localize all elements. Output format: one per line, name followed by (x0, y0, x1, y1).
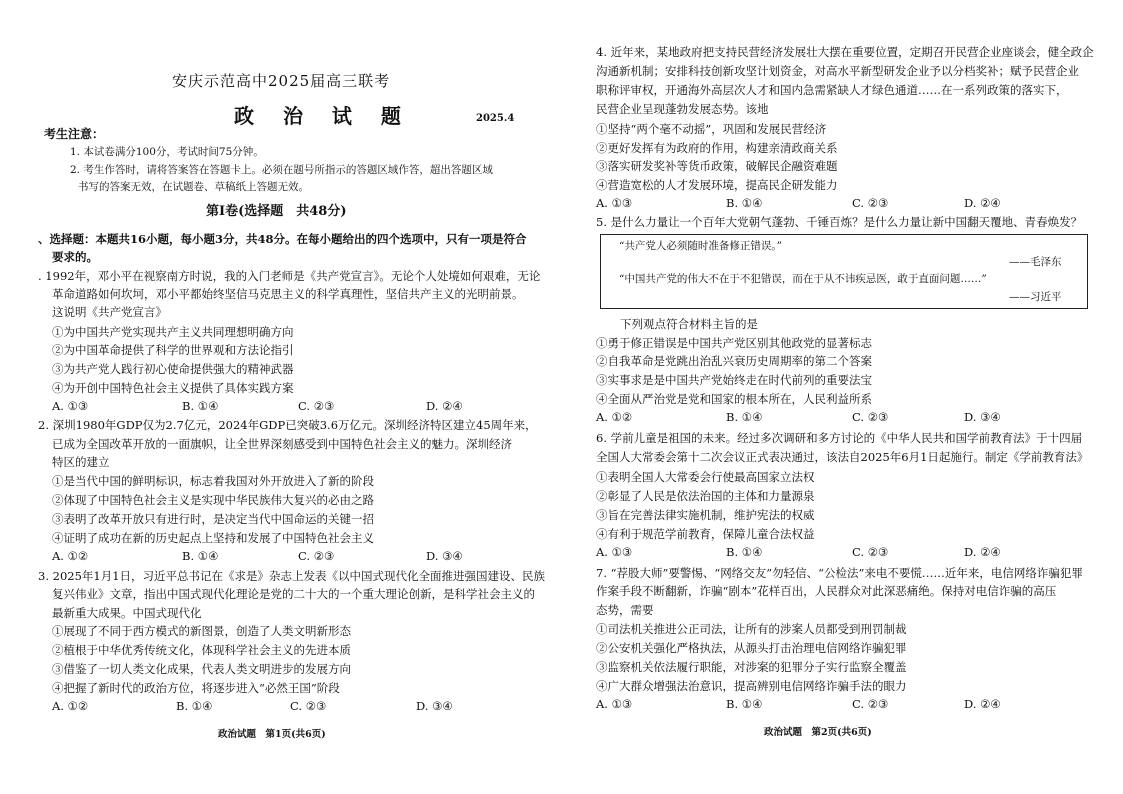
option-a[interactable]: A. ①③ (596, 545, 633, 559)
question-stem: 6. 学前儿童是祖国的未来。经过多次调研和多方讨论的《中华人民共和国学前教育法》于十四届 (596, 431, 1083, 445)
notice-line-1: 1. 本试卷满分100分，考试时间75分钟。 (70, 146, 264, 158)
statement-2: ②更好发挥有为政府的作用，构建亲清政商关系 (596, 141, 838, 155)
option-b[interactable]: B. ①④ (176, 699, 213, 713)
statement-3: ③为共产党人践行初心使命提供强大的精神武器 (52, 362, 294, 376)
statement-1: ①表明全国人大常委会行使最高国家立法权 (596, 470, 815, 484)
statement-3: ③实事求是是中国共产党始终走在时代前列的重要法宝 (596, 373, 872, 387)
option-b[interactable]: B. ①④ (726, 410, 763, 424)
question-stem: 2. 深圳1980年GDP仅为2.7亿元，2024年GDP已突破3.6万亿元。深圳经济特区建立45周年来， (38, 418, 537, 432)
option-d[interactable]: D. ②④ (426, 399, 463, 413)
question-stem: 复兴伟业》文章，指出中国式现代化理论是党的二十大的一个重大理论创新，是科学社会主义的 (52, 587, 535, 601)
option-d[interactable]: D. ③④ (426, 549, 463, 563)
option-d[interactable]: D. ②④ (964, 196, 1001, 210)
page-footer: 政治试题 第2页(共6页) (764, 727, 872, 738)
option-c[interactable]: C. ②③ (298, 549, 335, 563)
option-c[interactable]: C. ②③ (290, 699, 327, 713)
subject-title: 政 治 试 题 (234, 104, 412, 128)
question-stem: 态势，需要 (596, 603, 654, 617)
option-d[interactable]: D. ②④ (964, 545, 1001, 559)
option-a[interactable]: A. ①② (52, 549, 89, 563)
quote-2-author: ——习近平 (1009, 291, 1062, 303)
option-c[interactable]: C. ②③ (852, 545, 889, 559)
statement-3: ③监察机关依法履行职能，对涉案的犯罪分子实行监察全覆盖 (596, 660, 907, 674)
option-a[interactable]: A. ①② (52, 699, 89, 713)
statement-4: ④全面从严治党是党和国家的根本所在，人民利益所系 (596, 392, 872, 406)
option-c[interactable]: C. ②③ (298, 399, 335, 413)
statement-3: ③借鉴了一切人类文化成果，代表人类文明进步的发展方向 (52, 662, 351, 676)
question-stem: 7. “荐股大师”要警惕、“网络交友”勿轻信、“公检法”来电不要慌……近年来，电信网络诈骗犯罪 (596, 566, 1083, 580)
statement-2: ②彰显了人民是依法治国的主体和力量源泉 (596, 489, 815, 503)
notice-line-3: 书写的答案无效，在试题卷、草稿纸上答题无效。 (78, 181, 309, 193)
statement-2: ②为中国革命提供了科学的世界观和方法论指引 (52, 343, 294, 357)
question-stem: 4. 近年来，某地政府把支持民营经济发展壮大摆在重要位置，定期召开民营企业座谈会，健全政企 (596, 45, 1094, 59)
exam-date: 2025.4 (476, 113, 515, 124)
question-stem: 全国人大常委会第十二次会议正式表决通过，该法自2025年6月1日起施行。制定《学前教育法》 (596, 450, 1089, 464)
option-c[interactable]: C. ②③ (852, 196, 889, 210)
statement-1: ①为中国共产党实现共产主义共同理想明确方向 (52, 325, 294, 339)
question-stem: . 1992年，邓小平在视察南方时说，我的入门老师是《共产党宣言》。无论个人处境如何艰难，无论 (38, 269, 541, 283)
statement-2: ②自我革命是党跳出治乱兴衰历史周期率的第二个答案 (596, 354, 872, 368)
exam-title: 安庆示范高中2025届高三联考 (172, 72, 391, 90)
statement-4: ④证明了成功在新的历史起点上坚持和发展了中国特色社会主义 (52, 531, 374, 545)
statement-1: ①勇于修正错误是中国共产党区别其他政党的显著标志 (596, 336, 872, 350)
option-a[interactable]: A. ①② (596, 410, 633, 424)
statement-4: ④营造宽松的人才发展环境，提高民企研发能力 (596, 178, 838, 192)
question-stem: 最新重大成果。中国式现代化 (52, 606, 202, 620)
statement-3: ③表明了改革开放只有进行时，是决定当代中国命运的关键一招 (52, 512, 374, 526)
option-d[interactable]: D. ③④ (964, 410, 1001, 424)
question-stem: 革命道路如何坎坷，邓小平都始终坚信马克思主义的科学真理性，坚信共产主义的光明前景。 (52, 287, 524, 301)
question-stem: 职称评审权，开通海外高层次人才和国内急需紧缺人才绿色通道……在一系列政策的落实下， (596, 83, 1068, 97)
statement-4: ④广大群众增强法治意识，提高辨别电信网络诈骗手法的眼力 (596, 679, 907, 693)
statement-2: ②公安机关强化严格执法，从源头打击治理电信网络诈骗犯罪 (596, 641, 907, 655)
statement-1: ①是当代中国的鲜明标识，标志着我国对外开放进入了新的阶段 (52, 474, 374, 488)
statement-1: ①司法机关推进公正司法，让所有的涉案人员都受到刑罚制裁 (596, 622, 907, 636)
question-stem: 民营企业呈现蓬勃发展态势。该地 (596, 102, 769, 116)
statement-2: ②植根于中华优秀传统文化，体现科学社会主义的先进本质 (52, 643, 351, 657)
section-title: 第Ⅰ卷(选择题 共48分) (206, 204, 347, 219)
statement-3: ③旨在完善法律实施机制，维护宪法的权威 (596, 508, 815, 522)
option-b[interactable]: B. ①④ (182, 549, 219, 563)
option-b[interactable]: B. ①④ (726, 697, 763, 711)
statement-1: ①坚持“两个毫不动摇”，巩固和发展民营经济 (596, 122, 827, 136)
option-c[interactable]: C. ②③ (852, 410, 889, 424)
option-d[interactable]: D. ③④ (416, 699, 453, 713)
question-stem: 这说明《共产党宣言》 (52, 305, 167, 319)
option-a[interactable]: A. ①③ (596, 697, 633, 711)
question-lead: 下列观点符合材料主旨的是 (620, 317, 758, 331)
option-b[interactable]: B. ①④ (182, 399, 219, 413)
notice-line-2: 2. 考生作答时，请将答案答在答题卡上。必须在题号所指示的答题区域作答，超出答题区域 (70, 164, 493, 176)
quote-box (600, 234, 1088, 309)
option-b[interactable]: B. ①④ (726, 196, 763, 210)
section-desc-2: 要求的。 (52, 250, 98, 264)
quote-2: “中国共产党的伟大不在于不犯错误，而在于从不讳疾忌医，敢于直面问题……” (619, 273, 987, 285)
page-footer: 政治试题 第1页(共6页) (218, 729, 326, 740)
section-desc-1: 、选择题：本题共16小题，每小题3分，共48分。在每小题给出的四个选项中，只有一项是符合 (38, 232, 527, 246)
option-a[interactable]: A. ①③ (596, 196, 633, 210)
statement-4: ④把握了新时代的政治方位，将逐步进入“必然王国”阶段 (52, 681, 340, 695)
option-c[interactable]: C. ②③ (852, 697, 889, 711)
question-stem: 作案手段不断翻新，诈骗“剧本”花样百出，人民群众对此深恶痛绝。保持对电信诈骗的高压 (596, 584, 1057, 598)
question-stem: 3. 2025年1月1日，习近平总书记在《求是》杂志上发表《以中国式现代化全面推进强国建设、民族 (38, 569, 546, 583)
question-stem: 特区的建立 (52, 455, 110, 469)
statement-3: ③落实研发奖补等货币政策，破解民企融资难题 (596, 159, 838, 173)
option-b[interactable]: B. ①④ (726, 545, 763, 559)
quote-1: “共产党人必须随时准备修正错误。” (619, 240, 782, 252)
question-stem: 已成为全国改革开放的一面旗帜，让全世界深刻感受到中国特色社会主义的魅力。深圳经济 (52, 437, 512, 451)
question-stem: 5. 是什么力量让一个百年大党朝气蓬勃、千锤百炼？是什么力量让新中国翻天覆地、青春焕发？ (596, 215, 1083, 229)
option-d[interactable]: D. ②④ (964, 697, 1001, 711)
notice-title: 考生注意： (44, 127, 105, 141)
statement-4: ④有利于规范学前教育，保障儿童合法权益 (596, 527, 815, 541)
question-stem: 沟通新机制；安排科技创新攻坚计划资金，对高水平新型研发企业予以分档奖补；赋予民营企业 (596, 64, 1079, 78)
statement-2: ②体现了中国特色社会主义是实现中华民族伟大复兴的必由之路 (52, 493, 374, 507)
option-a[interactable]: A. ①③ (52, 399, 89, 413)
statement-1: ①展现了不同于西方模式的新图景，创造了人类文明新形态 (52, 624, 351, 638)
statement-4: ④为开创中国特色社会主义提供了具体实践方案 (52, 381, 294, 395)
quote-1-author: ——毛泽东 (1009, 256, 1062, 268)
